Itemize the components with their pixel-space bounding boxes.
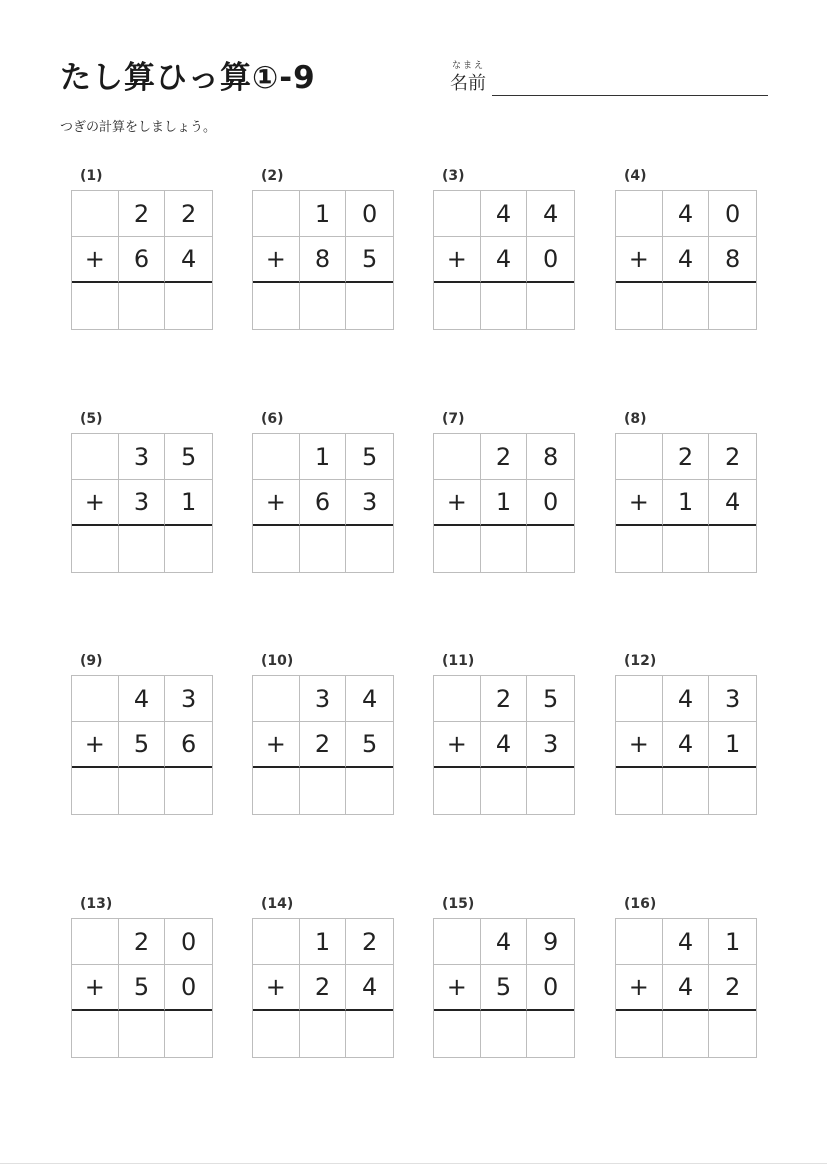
problem-grid	[615, 918, 757, 1058]
addend2-digit: 4	[663, 237, 710, 283]
addend-digit: 9	[527, 919, 574, 965]
plus-sign: +	[253, 480, 300, 526]
addend2-digit: 4	[481, 237, 528, 283]
problem-label: (10)	[261, 653, 294, 669]
empty-cell	[616, 919, 663, 965]
addend-digit: 4	[663, 919, 710, 965]
answer-cell[interactable]	[481, 1011, 528, 1057]
answer-cell[interactable]	[72, 768, 119, 814]
plus-sign: +	[72, 480, 119, 526]
plus-sign: +	[72, 722, 119, 768]
answer-cell[interactable]	[300, 283, 347, 329]
addend2-digit: 3	[119, 480, 166, 526]
addend2-digit: 1	[165, 480, 212, 526]
answer-cell[interactable]	[481, 283, 528, 329]
answer-cell[interactable]	[165, 1011, 212, 1057]
addend-digit: 4	[663, 191, 710, 237]
addend2-digit: 0	[527, 237, 574, 283]
problem-grid	[71, 190, 213, 330]
problem-grid	[433, 675, 575, 815]
problem-grid	[433, 918, 575, 1058]
answer-cell[interactable]	[119, 768, 166, 814]
empty-cell	[616, 191, 663, 237]
empty-cell	[72, 919, 119, 965]
answer-cell[interactable]	[253, 526, 300, 572]
answer-cell[interactable]	[346, 1011, 393, 1057]
addend-digit: 4	[481, 919, 528, 965]
answer-cell[interactable]	[300, 526, 347, 572]
problem-grid	[252, 433, 394, 573]
addend2-digit: 2	[300, 965, 347, 1011]
worksheet-title: たし算ひっ算①-9	[60, 60, 316, 96]
plus-sign: +	[72, 965, 119, 1011]
empty-cell	[434, 434, 481, 480]
problem-label: (1)	[80, 168, 103, 184]
answer-cell[interactable]	[165, 768, 212, 814]
addend-digit: 2	[346, 919, 393, 965]
addend2-digit: 1	[663, 480, 710, 526]
answer-cell[interactable]	[616, 768, 663, 814]
empty-cell	[72, 191, 119, 237]
empty-cell	[253, 676, 300, 722]
answer-cell[interactable]	[434, 1011, 481, 1057]
answer-cell[interactable]	[663, 768, 710, 814]
answer-cell[interactable]	[616, 283, 663, 329]
plus-sign: +	[72, 237, 119, 283]
addend-digit: 0	[165, 919, 212, 965]
problem-label: (11)	[442, 653, 475, 669]
addend-digit: 5	[165, 434, 212, 480]
plus-sign: +	[434, 722, 481, 768]
answer-cell[interactable]	[253, 1011, 300, 1057]
answer-cell[interactable]	[527, 768, 574, 814]
addend-digit: 4	[481, 191, 528, 237]
problem-label: (13)	[80, 896, 113, 912]
name-ruby: なまえ	[452, 61, 486, 71]
addend-digit: 1	[300, 919, 347, 965]
problem-label: (12)	[624, 653, 657, 669]
empty-cell	[434, 191, 481, 237]
addend2-digit: 0	[527, 480, 574, 526]
answer-cell[interactable]	[72, 1011, 119, 1057]
addend-digit: 4	[346, 676, 393, 722]
addend2-digit: 4	[663, 722, 710, 768]
answer-cell[interactable]	[346, 283, 393, 329]
answer-cell[interactable]	[481, 526, 528, 572]
addend-digit: 2	[119, 191, 166, 237]
answer-cell[interactable]	[434, 768, 481, 814]
answer-cell[interactable]	[346, 526, 393, 572]
addend2-digit: 1	[709, 722, 756, 768]
addend2-digit: 5	[346, 722, 393, 768]
problem-label: (4)	[624, 168, 647, 184]
answer-cell[interactable]	[346, 768, 393, 814]
addend2-digit: 3	[346, 480, 393, 526]
problem-grid	[433, 190, 575, 330]
plus-sign: +	[253, 722, 300, 768]
addend-digit: 2	[709, 434, 756, 480]
answer-cell[interactable]	[527, 283, 574, 329]
addend-digit: 1	[300, 434, 347, 480]
plus-sign: +	[616, 965, 663, 1011]
addend2-digit: 4	[709, 480, 756, 526]
addend2-digit: 8	[300, 237, 347, 283]
addend-digit: 2	[165, 191, 212, 237]
empty-cell	[253, 919, 300, 965]
empty-cell	[616, 434, 663, 480]
addend2-digit: 2	[300, 722, 347, 768]
empty-cell	[434, 676, 481, 722]
addend2-digit: 2	[709, 965, 756, 1011]
addend2-digit: 0	[527, 965, 574, 1011]
empty-cell	[253, 191, 300, 237]
answer-cell[interactable]	[434, 283, 481, 329]
answer-cell[interactable]	[709, 1011, 756, 1057]
answer-cell[interactable]	[119, 283, 166, 329]
addend-digit: 1	[709, 919, 756, 965]
addend2-digit: 5	[119, 965, 166, 1011]
plus-sign: +	[253, 965, 300, 1011]
answer-cell[interactable]	[527, 1011, 574, 1057]
empty-cell	[72, 434, 119, 480]
addend-digit: 3	[119, 434, 166, 480]
addend2-digit: 4	[165, 237, 212, 283]
answer-cell[interactable]	[72, 283, 119, 329]
addend2-digit: 0	[165, 965, 212, 1011]
answer-cell[interactable]	[709, 283, 756, 329]
problem-label: (9)	[80, 653, 103, 669]
answer-cell[interactable]	[119, 1011, 166, 1057]
problem-label: (5)	[80, 411, 103, 427]
problem-grid	[615, 433, 757, 573]
answer-cell[interactable]	[709, 768, 756, 814]
addend-digit: 2	[481, 676, 528, 722]
name-label: 名前	[450, 73, 486, 94]
addend-digit: 5	[346, 434, 393, 480]
problem-grid	[615, 675, 757, 815]
answer-cell[interactable]	[527, 526, 574, 572]
problem-label: (15)	[442, 896, 475, 912]
empty-cell	[72, 676, 119, 722]
problem-label: (6)	[261, 411, 284, 427]
answer-cell[interactable]	[165, 526, 212, 572]
name-write-line[interactable]	[492, 95, 768, 96]
answer-cell[interactable]	[663, 526, 710, 572]
addend2-digit: 6	[300, 480, 347, 526]
problem-label: (3)	[442, 168, 465, 184]
answer-cell[interactable]	[300, 768, 347, 814]
addend-digit: 4	[527, 191, 574, 237]
problem-grid	[615, 190, 757, 330]
addend2-digit: 4	[663, 965, 710, 1011]
page-edge	[0, 1163, 827, 1164]
addend-digit: 3	[300, 676, 347, 722]
addend-digit: 2	[663, 434, 710, 480]
addend2-digit: 1	[481, 480, 528, 526]
problem-grid	[71, 675, 213, 815]
instruction-text: つぎの計算をしましょう。	[60, 120, 217, 135]
problem-grid	[71, 433, 213, 573]
answer-cell[interactable]	[434, 526, 481, 572]
plus-sign: +	[434, 237, 481, 283]
problem-label: (14)	[261, 896, 294, 912]
plus-sign: +	[616, 480, 663, 526]
problem-label: (16)	[624, 896, 657, 912]
plus-sign: +	[616, 722, 663, 768]
addend2-digit: 8	[709, 237, 756, 283]
answer-cell[interactable]	[300, 1011, 347, 1057]
problem-label: (2)	[261, 168, 284, 184]
addend2-digit: 3	[527, 722, 574, 768]
answer-cell[interactable]	[616, 1011, 663, 1057]
addend-digit: 1	[300, 191, 347, 237]
addend-digit: 3	[709, 676, 756, 722]
empty-cell	[616, 676, 663, 722]
plus-sign: +	[434, 965, 481, 1011]
answer-cell[interactable]	[616, 526, 663, 572]
addend2-digit: 6	[119, 237, 166, 283]
problem-grid	[433, 433, 575, 573]
answer-cell[interactable]	[663, 1011, 710, 1057]
answer-cell[interactable]	[709, 526, 756, 572]
addend2-digit: 6	[165, 722, 212, 768]
problem-label: (7)	[442, 411, 465, 427]
addend2-digit: 4	[481, 722, 528, 768]
problem-grid	[252, 190, 394, 330]
addend-digit: 3	[165, 676, 212, 722]
addend2-digit: 4	[346, 965, 393, 1011]
answer-cell[interactable]	[663, 283, 710, 329]
addend-digit: 4	[663, 676, 710, 722]
empty-cell	[434, 919, 481, 965]
plus-sign: +	[616, 237, 663, 283]
addend-digit: 2	[481, 434, 528, 480]
plus-sign: +	[253, 237, 300, 283]
answer-cell[interactable]	[119, 526, 166, 572]
problem-grid	[71, 918, 213, 1058]
answer-cell[interactable]	[253, 283, 300, 329]
answer-cell[interactable]	[481, 768, 528, 814]
problem-label: (8)	[624, 411, 647, 427]
problem-grid	[252, 675, 394, 815]
plus-sign: +	[434, 480, 481, 526]
answer-cell[interactable]	[165, 283, 212, 329]
addend2-digit: 5	[481, 965, 528, 1011]
addend-digit: 5	[527, 676, 574, 722]
addend-digit: 8	[527, 434, 574, 480]
empty-cell	[253, 434, 300, 480]
addend-digit: 4	[119, 676, 166, 722]
addend-digit: 0	[346, 191, 393, 237]
addend-digit: 0	[709, 191, 756, 237]
answer-cell[interactable]	[72, 526, 119, 572]
addend2-digit: 5	[346, 237, 393, 283]
addend2-digit: 5	[119, 722, 166, 768]
addend-digit: 2	[119, 919, 166, 965]
answer-cell[interactable]	[253, 768, 300, 814]
problem-grid	[252, 918, 394, 1058]
